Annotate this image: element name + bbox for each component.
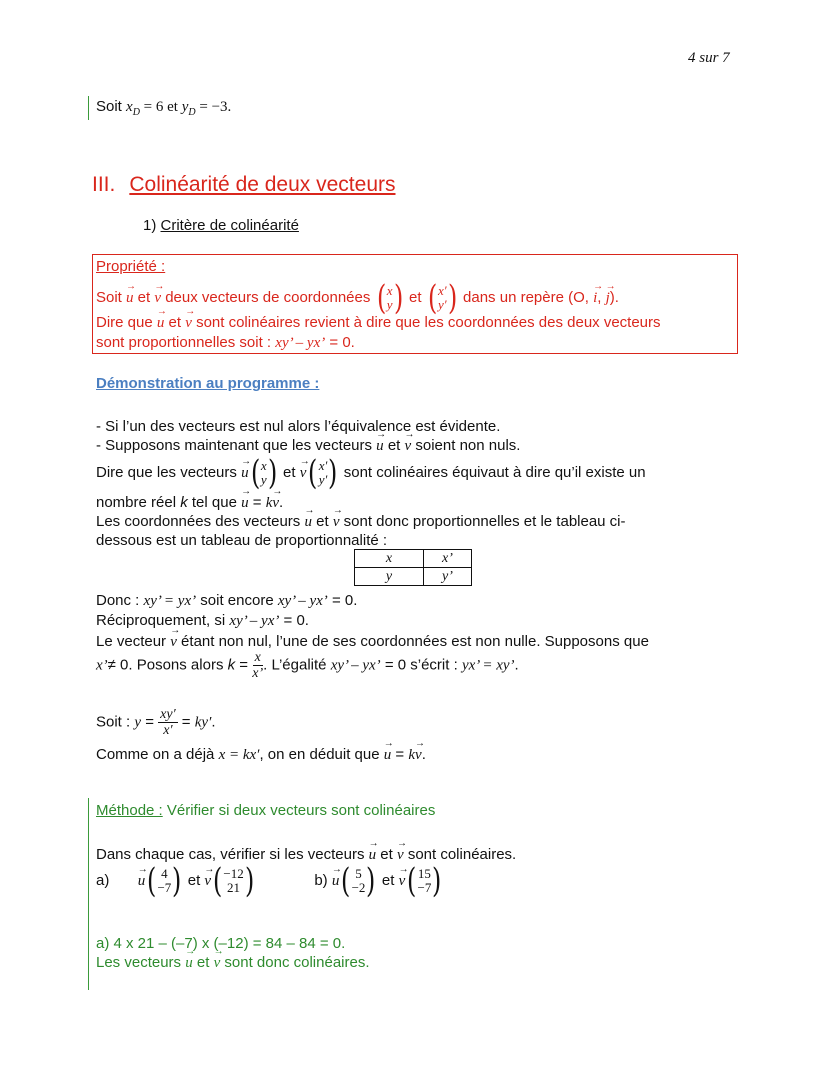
subsection-title: Critère de colinéarité <box>160 217 299 234</box>
vector-u: → u <box>384 747 392 764</box>
text: étant non nul, l’une de ses coordonnées est non nulle. Supposons que <box>176 633 649 650</box>
text: Réciproquement, si <box>96 612 230 629</box>
vector-j: → j <box>606 290 610 307</box>
coord-xy: ( x y ) <box>376 278 403 318</box>
text: tel que <box>187 494 242 511</box>
property-box <box>92 254 738 354</box>
text: Dire que les vecteurs <box>96 463 242 481</box>
text: sont colinéaires. <box>403 846 517 863</box>
text: et <box>377 871 399 889</box>
coord-xpyp: ( x′ y′ ) <box>427 278 457 318</box>
coord-bottom: −7 <box>157 880 172 895</box>
text: = 0. <box>327 592 358 609</box>
demo-line-5 <box>96 513 626 531</box>
vector-u: → u <box>138 873 146 890</box>
text: Soit <box>96 98 127 115</box>
vector-u: → u <box>185 955 193 972</box>
text: et <box>164 314 186 331</box>
text: et <box>183 871 205 889</box>
text: deux vecteurs de coordonnées <box>161 288 375 306</box>
coord-bottom: 21 <box>227 880 241 895</box>
vector-u: → u <box>376 438 384 455</box>
text: = <box>235 656 253 674</box>
text: Dire que <box>96 314 157 331</box>
coord-a-v: ( −12 21 ) <box>213 861 254 901</box>
coord-xy: ( x y ) <box>250 453 277 493</box>
text: ≠ 0. Posons alors <box>107 656 228 674</box>
fraction <box>158 707 178 738</box>
text: et <box>278 463 300 481</box>
demo-line-8 <box>96 612 309 630</box>
exercise-label: a) <box>96 871 110 889</box>
demo-line-4 <box>96 494 283 512</box>
property-line-3 <box>96 334 355 352</box>
text: Les vecteurs <box>96 954 186 971</box>
intro-line <box>96 98 231 118</box>
math-x: x <box>126 99 133 115</box>
text: Donc : <box>96 592 144 609</box>
math: x’ <box>96 657 108 674</box>
text: et <box>383 437 405 454</box>
vector-v: → v <box>170 634 177 651</box>
coord-xpyp: ( x′ y′ ) <box>308 453 338 493</box>
text: soit encore <box>196 592 278 609</box>
coord-bottom: −7 <box>417 880 432 895</box>
demo-line-12 <box>96 746 426 764</box>
numerator: xy′ <box>160 707 176 722</box>
text: . <box>421 746 426 763</box>
vector-v: → v <box>405 438 412 455</box>
coord-top: 5 <box>355 866 362 881</box>
demo-line-3 <box>96 453 646 493</box>
denominator: x’ <box>252 666 264 681</box>
section-numeral: III. <box>92 173 116 196</box>
text: Dans chaque cas, vérifier si les vecteurs <box>96 846 369 863</box>
vector-v: → v <box>214 955 221 972</box>
math: xy’ – yx’ <box>275 335 326 351</box>
demo-title: Démonstration au programme : <box>96 375 320 392</box>
demo-line-10 <box>96 650 519 681</box>
demo-line-7 <box>96 592 357 610</box>
math: xy’ = yx’ <box>143 593 197 609</box>
subsection-num: 1) <box>143 217 161 234</box>
text: sont proportionnelles soit : <box>96 334 276 351</box>
text: nombre réel <box>96 494 181 511</box>
table-cell: x’ <box>424 550 472 568</box>
demo-line-11 <box>96 707 216 738</box>
text: = 0. <box>279 612 309 629</box>
math: xy’ – yx’ <box>330 657 381 674</box>
table-cell: y’ <box>424 568 472 586</box>
table-cell: y <box>355 568 424 586</box>
text: . L’égalité <box>263 656 331 674</box>
section-title: Colinéarité de deux vecteurs <box>129 173 396 196</box>
vector-u: → u <box>369 847 377 864</box>
coord-bottom: y <box>386 297 393 312</box>
text: = <box>177 713 195 731</box>
math-sub: D <box>188 107 196 118</box>
math: ky′ <box>194 714 212 731</box>
section-heading <box>92 173 396 197</box>
coord-bottom: −2 <box>351 880 366 895</box>
text: et <box>376 846 397 863</box>
coord-bottom: y <box>260 472 267 487</box>
exercise-label: b) <box>314 871 332 889</box>
text: - Supposons maintenant que les vecteurs <box>96 437 377 454</box>
property-line-2 <box>96 314 661 332</box>
proportionality-table <box>354 549 472 586</box>
text: Soit <box>96 288 127 306</box>
vector-i: → i <box>593 290 597 307</box>
coord-top: x′ <box>437 283 447 298</box>
vector-u: → u <box>332 873 340 890</box>
text: = <box>248 494 266 511</box>
numerator: x <box>254 650 261 665</box>
text: = <box>141 713 159 731</box>
coord-a-u: ( 4 −7 ) <box>147 861 182 901</box>
math-k: k <box>408 747 416 763</box>
math-k: k <box>227 656 236 674</box>
text: et <box>133 288 155 306</box>
demo-line-1: - Si l’un des vecteurs est nul alors l’équivalence est évidente. <box>96 418 501 435</box>
vector-v: → v <box>397 847 404 864</box>
demo-line-6: dessous est un tableau de proportionnalité : <box>96 532 388 549</box>
math-eq: = 6 et <box>139 99 182 115</box>
text: = 0. <box>325 334 355 351</box>
text: . <box>279 494 284 511</box>
table-row <box>355 568 472 586</box>
method-margin-bar <box>88 798 89 990</box>
coord-top: 15 <box>417 866 431 881</box>
answer-line-1: a) 4 x 21 – (–7) x (–12) = 84 – 84 = 0. <box>96 935 346 952</box>
math-eq: = −3. <box>195 99 232 115</box>
page-number: 4 sur 7 <box>688 50 730 66</box>
coord-bottom: y′ <box>318 472 328 487</box>
property-label: Propriété : <box>96 258 166 275</box>
method-title: Vérifier si deux vecteurs sont colinéaires <box>162 802 436 819</box>
vector-u: → u <box>304 514 312 531</box>
subsection-heading <box>143 217 299 234</box>
method-heading <box>96 802 435 819</box>
text: , on en déduit que <box>259 746 384 763</box>
math-k: k <box>265 495 273 511</box>
text: sont colinéaires équivaut à dire qu’il existe un <box>339 463 646 481</box>
vector-v: → v <box>154 290 161 307</box>
fraction <box>252 650 263 681</box>
vector-v: → v <box>185 315 192 332</box>
text: et <box>311 513 333 530</box>
coord-top: 4 <box>161 866 168 881</box>
math-sub: D <box>132 107 140 118</box>
vector-v: → v <box>399 873 406 890</box>
text: sont donc proportionnelles et le tableau ci- <box>339 513 626 530</box>
vector-v: → v <box>415 747 422 764</box>
method-line-1 <box>96 846 516 864</box>
math-k: k <box>180 494 188 511</box>
answer-line-2 <box>96 954 370 972</box>
math: yx’ = xy’ <box>461 657 515 674</box>
text: Les coordonnées des vecteurs <box>96 513 305 530</box>
math: xy’ – yx’ <box>277 593 328 609</box>
property-line-1 <box>96 278 619 318</box>
coord-top: x′ <box>318 458 328 473</box>
vector-v: → v <box>333 514 340 531</box>
text: Le vecteur <box>96 633 171 650</box>
vector-u: → u <box>126 290 134 307</box>
vector-v: → v <box>272 495 279 512</box>
coord-top: x <box>260 458 267 473</box>
text: = 0 s’écrit : <box>380 656 462 674</box>
math: x = kx′ <box>218 747 260 763</box>
demo-line-9 <box>96 633 649 651</box>
text: , <box>597 288 606 306</box>
vector-u: → u <box>157 315 165 332</box>
math: xy’ – yx’ <box>229 613 280 629</box>
math: y <box>134 714 142 731</box>
exercise-a <box>96 861 444 901</box>
table-cell: x <box>355 550 424 568</box>
table-row <box>355 550 472 568</box>
text: sont colinéaires revient à dire que les coordonnées des deux vecteurs <box>191 314 661 331</box>
coord-b-v: ( 15 −7 ) <box>407 861 442 901</box>
text: soient non nuls. <box>411 437 521 454</box>
vector-u: → u <box>241 495 249 512</box>
vector-v: → v <box>300 465 307 482</box>
coord-bottom: y′ <box>437 297 447 312</box>
text: . <box>211 713 216 731</box>
margin-bar <box>88 96 89 120</box>
coord-b-u: ( 5 −2 ) <box>341 861 376 901</box>
method-label: Méthode : <box>96 802 163 819</box>
vector-u: → u <box>241 465 249 482</box>
text: dans un repère (O, <box>458 288 594 306</box>
text: Comme on a déjà <box>96 746 219 763</box>
denominator: x′ <box>163 723 173 738</box>
text: . <box>514 656 519 674</box>
text: et <box>404 288 426 306</box>
coord-top: x <box>386 283 393 298</box>
text: ). <box>609 288 619 306</box>
text: et <box>192 954 214 971</box>
vector-v: → v <box>204 873 211 890</box>
text: = <box>391 746 409 763</box>
text: Soit : <box>96 713 135 731</box>
math-y: y <box>181 99 189 115</box>
coord-top: −12 <box>223 866 244 881</box>
text: sont donc colinéaires. <box>220 954 370 971</box>
